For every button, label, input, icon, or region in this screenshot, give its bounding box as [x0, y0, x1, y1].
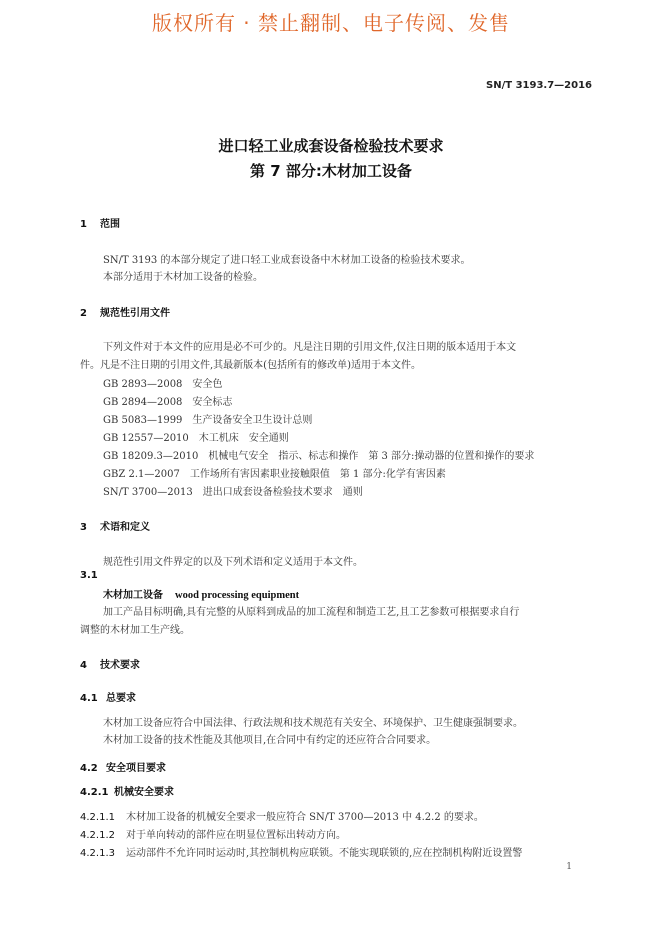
section-title: 技术要求 — [100, 660, 140, 671]
term-english: wood processing equipment — [175, 590, 300, 601]
section-1-paragraph-1: SN/T 3193 的本部分规定了进口轻工业成套设备中木材加工设备的检验技术要求。 — [103, 255, 471, 266]
term-chinese: 木材加工设备 — [103, 590, 163, 601]
reference-code: GBZ 2.1—2007 — [103, 469, 180, 480]
reference-code: GB 2894—2008 — [103, 397, 183, 408]
reference-item — [103, 375, 222, 390]
section-2-heading — [80, 304, 170, 319]
reference-item — [103, 411, 312, 426]
reference-item — [103, 429, 289, 444]
clause-item — [80, 808, 484, 823]
subsection-4-2-1-heading — [80, 783, 174, 798]
reference-item — [103, 483, 363, 498]
clause-text: 运动部件不允许同时运动时,其控制机构应联锁。不能实现联锁的,应在控制机构附近设置警 — [126, 848, 523, 859]
section-title: 术语和定义 — [100, 522, 150, 533]
subsection-title: 机械安全要求 — [114, 787, 174, 798]
term-definition-line-1: 加工产品目标明确,具有完整的从原料到成品的加工流程和制造工艺,且工艺参数可根据要求自行 — [103, 607, 520, 618]
reference-title: 生产设备安全卫生设计总则 — [192, 415, 313, 426]
standard-number: SN/T 3193.7—2016 — [486, 80, 592, 91]
section-2-paragraph-line-1: 下列文件对于本文件的应用是必不可少的。凡是注日期的引用文件,仅注日期的版本适用于本文 — [103, 342, 517, 353]
subsection-number: 4.2.1 — [80, 787, 109, 798]
reference-item — [103, 447, 534, 462]
reference-title: 安全标志 — [192, 397, 233, 408]
reference-code: SN/T 3700—2013 — [103, 487, 193, 498]
section-3-heading — [80, 518, 150, 533]
section-2-paragraph-line-2: 件。凡是不注日期的引用文件,其最新版本(包括所有的修改单)适用于本文件。 — [80, 360, 421, 371]
clause-text: 对于单向转动的部件应在明显位置标出转动方向。 — [126, 830, 346, 841]
clause-number: 4.2.1.2 — [80, 830, 115, 841]
subsection-4-1-paragraph-2: 木材加工设备的技术性能及其他项目,在合同中有约定的还应符合合同要求。 — [103, 735, 437, 746]
subsection-title: 总要求 — [106, 693, 136, 704]
reference-title: 木工机床 安全通则 — [198, 433, 289, 444]
section-1-heading — [80, 215, 120, 230]
subsection-number: 4.2 — [80, 763, 98, 774]
clause-item — [80, 826, 346, 841]
section-number: 1 — [80, 219, 87, 230]
term-number: 3.1 — [80, 570, 98, 581]
reference-title: 机械电气安全 指示、标志和操作 第 3 部分:操动器的位置和操作的要求 — [208, 451, 535, 462]
reference-code: GB 2893—2008 — [103, 379, 183, 390]
reference-code: GB 18209.3—2010 — [103, 451, 199, 462]
subsection-4-2-heading — [80, 759, 166, 774]
document-title: 进口轻工业成套设备检验技术要求 — [218, 137, 444, 155]
term-entry — [103, 586, 299, 601]
reference-item — [103, 393, 232, 408]
page-number: 1 — [566, 862, 572, 872]
watermark-banner: 版权所有 · 禁止翻制、电子传阅、发售 — [151, 11, 511, 35]
section-3-paragraph: 规范性引用文件界定的以及下列术语和定义适用于本文件。 — [103, 557, 363, 568]
subsection-4-1-paragraph-1: 木材加工设备应符合中国法律、行政法规和技术规范有关安全、环境保护、卫生健康强制要求。 — [103, 718, 523, 729]
subsection-title: 安全项目要求 — [106, 763, 166, 774]
section-title: 范围 — [100, 219, 120, 230]
subsection-4-1-heading — [80, 689, 136, 704]
section-title: 规范性引用文件 — [100, 308, 170, 319]
clause-text: 木材加工设备的机械安全要求一般应符合 SN/T 3700—2013 中 4.2.2 的要求。 — [126, 812, 484, 823]
section-number: 2 — [80, 308, 87, 319]
reference-code: GB 12557—2010 — [103, 433, 189, 444]
section-number: 3 — [80, 522, 87, 533]
clause-number: 4.2.1.3 — [80, 848, 115, 859]
reference-title: 进出口成套设备检验技术要求 通则 — [202, 487, 363, 498]
reference-title: 安全色 — [192, 379, 223, 390]
term-definition-line-2: 调整的木材加工生产线。 — [80, 625, 190, 636]
reference-code: GB 5083—1999 — [103, 415, 183, 426]
section-4-heading — [80, 656, 140, 671]
reference-title: 工作场所有害因素职业接触限值 第 1 部分:化学有害因素 — [189, 469, 446, 480]
clause-item — [80, 844, 522, 859]
section-number: 4 — [80, 660, 87, 671]
clause-number: 4.2.1.1 — [80, 812, 115, 823]
subsection-number: 4.1 — [80, 693, 98, 704]
reference-item — [103, 465, 446, 480]
section-1-paragraph-2: 本部分适用于木材加工设备的检验。 — [103, 272, 263, 283]
document-subtitle: 第 7 部分:木材加工设备 — [250, 162, 412, 180]
